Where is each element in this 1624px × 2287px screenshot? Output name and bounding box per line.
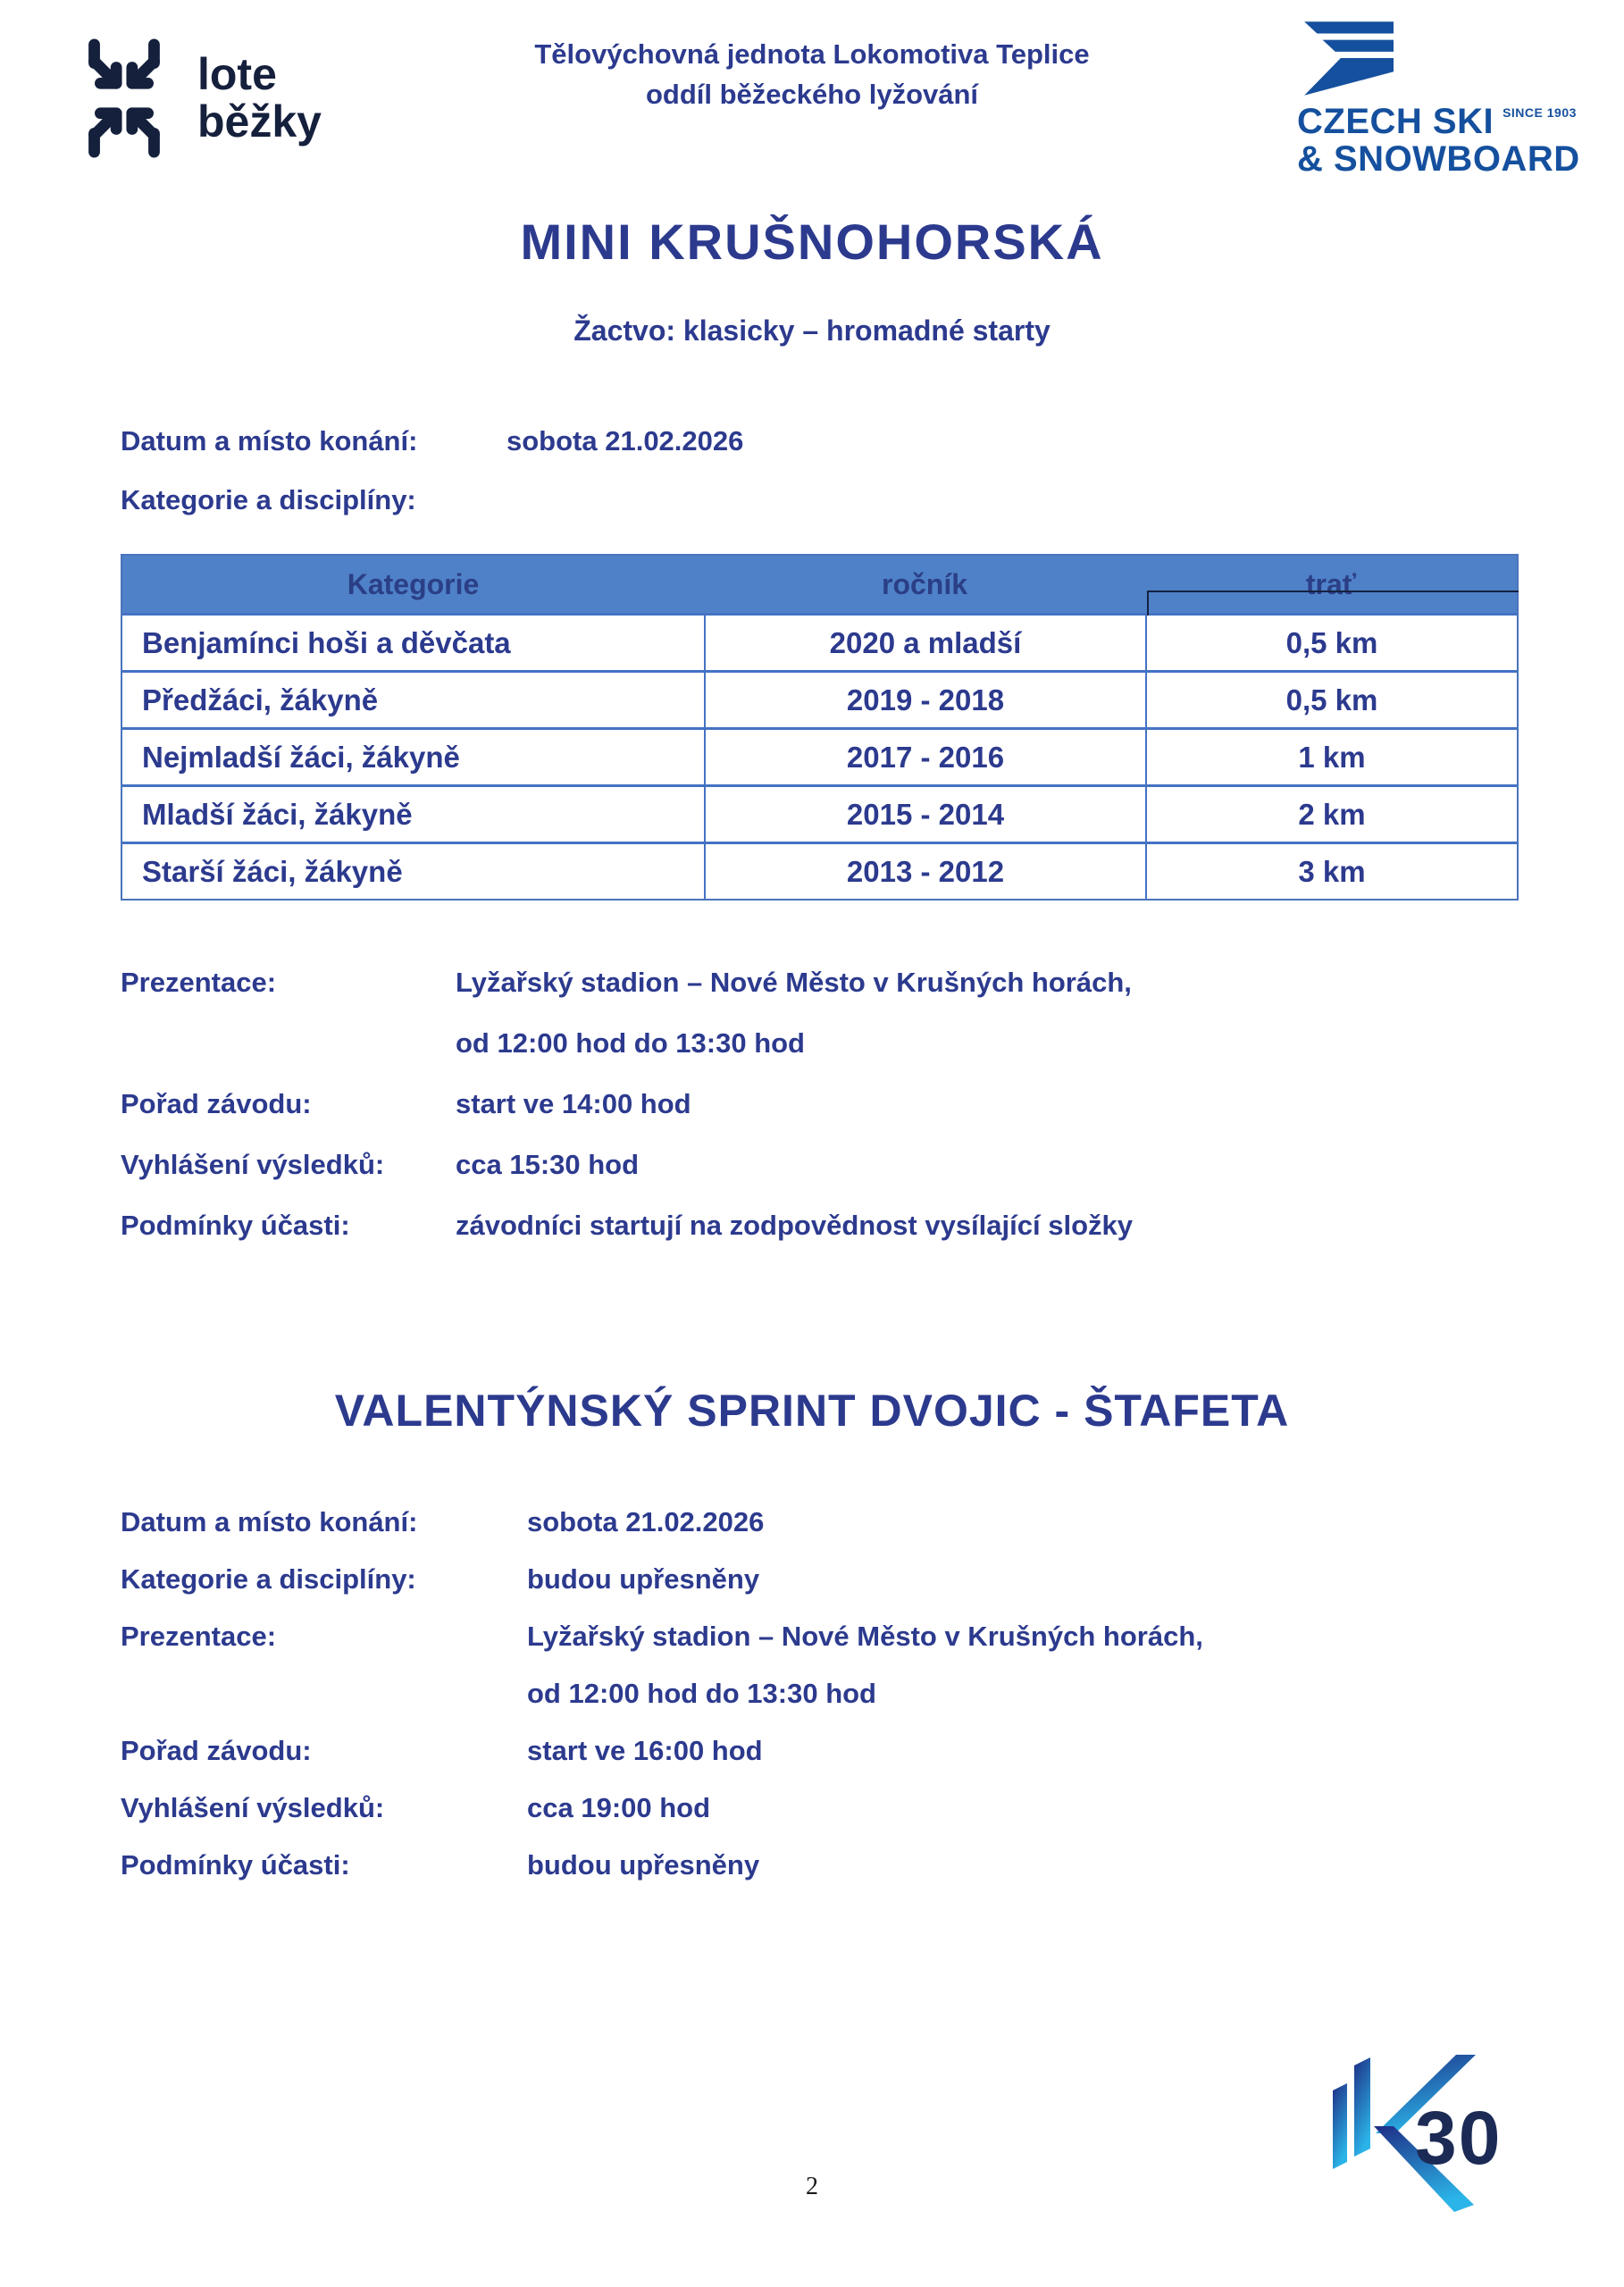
event2-details (121, 1506, 1514, 1906)
czech-ski-snowboard-logo (1297, 21, 1619, 179)
detail-row (121, 1210, 1514, 1242)
cell-distance: 0,5 km (1145, 673, 1517, 727)
table-header-trat: trať (1305, 567, 1357, 600)
detail-value: cca 19:00 hod (527, 1792, 711, 1823)
detail-label: Pořad závodu: (121, 1735, 312, 1766)
cell-year: 2015 - 2014 (704, 787, 1145, 842)
org-name-line: Tělovýchovná jednota Lokomotiva Teplice (534, 38, 1090, 70)
event1-date-row (121, 425, 1496, 457)
detail-label: Podmínky účasti: (121, 1210, 350, 1241)
table-row (122, 842, 1517, 899)
detail-value: start ve 14:00 hod (456, 1088, 691, 1119)
event1-subtitle: Žactvo: klasicky – hromadné starty (573, 314, 1051, 347)
detail-value: od 12:00 hod do 13:30 hod (527, 1678, 876, 1709)
detail-row (121, 1792, 1514, 1824)
detail-row (121, 1735, 1514, 1767)
detail-label: Prezentace: (121, 967, 277, 998)
table-row (122, 670, 1517, 727)
logo-word-2: běžky (197, 96, 322, 147)
cell-year: 2020 a mladší (704, 616, 1145, 670)
czech-ski-wordmark: CZECH SKI (1297, 102, 1494, 141)
detail-label: Kategorie a disciplíny: (121, 1563, 416, 1595)
event1-title: MINI KRUŠNOHORSKÁ (520, 214, 1104, 270)
cell-category: Starší žáci, žákyně (142, 854, 403, 888)
czech-ski-flag-icon (1299, 21, 1394, 96)
event1-categories-label: Kategorie a disciplíny: (121, 484, 416, 515)
detail-value: start ve 16:00 hod (527, 1735, 763, 1766)
detail-label: Podmínky účasti: (121, 1849, 350, 1881)
cell-category: Předžáci, žákyně (142, 683, 379, 716)
table-row (122, 784, 1517, 842)
event1-date-value: sobota 21.02.2026 (506, 425, 744, 457)
detail-value: budou upřesněny (527, 1563, 760, 1595)
table-header-row (122, 556, 1517, 613)
cell-distance: 2 km (1145, 787, 1517, 842)
detail-value: cca 15:30 hod (456, 1149, 640, 1180)
since-1903-label: SINCE 1903 (1503, 105, 1577, 120)
detail-value: od 12:00 hod do 13:30 hod (456, 1027, 805, 1059)
cell-category: Mladší žáci, žákyně (142, 797, 413, 831)
detail-value: Lyžařský stadion – Nové Město v Krušných horách, (527, 1621, 1203, 1652)
cell-year: 2017 - 2016 (704, 730, 1145, 784)
logo-word-1: lote (197, 49, 277, 99)
detail-label: Vyhlášení výsledků: (121, 1792, 385, 1823)
detail-row (121, 1563, 1514, 1596)
event2-title: VALENTÝNSKÝ SPRINT DVOJIC - ŠTAFETA (334, 1386, 1290, 1436)
detail-label (121, 1027, 456, 1060)
cell-distance: 0,5 km (1145, 616, 1517, 670)
cell-distance: 3 km (1145, 844, 1517, 899)
detail-value: Lyžařský stadion – Nové Město v Krušných horách, (456, 967, 1132, 998)
table-row (122, 613, 1517, 670)
k30-number: 30 (1415, 2096, 1503, 2180)
event1-details (121, 967, 1514, 1270)
detail-row (121, 1678, 1514, 1710)
detail-row (121, 1849, 1514, 1881)
org-section-line: oddíl běžeckého lyžování (645, 79, 979, 110)
cell-year: 2013 - 2012 (704, 844, 1145, 899)
detail-value: budou upřesněny (527, 1849, 760, 1881)
categories-table (121, 554, 1519, 901)
detail-row (121, 1506, 1514, 1538)
detail-label: Pořad závodu: (121, 1088, 312, 1119)
detail-row (121, 1149, 1514, 1181)
detail-row (121, 967, 1514, 999)
detail-label: Prezentace: (121, 1621, 277, 1652)
table-header-rocnik: ročník (881, 567, 968, 600)
snowboard-wordmark: & SNOWBOARD (1297, 139, 1580, 179)
table-row (122, 727, 1517, 784)
cell-category: Nejmladší žáci, žákyně (142, 740, 460, 774)
detail-label: Vyhlášení výsledků: (121, 1149, 385, 1180)
detail-row (121, 1621, 1514, 1653)
table-header-kategorie: Kategorie (347, 567, 480, 600)
cell-year: 2019 - 2018 (704, 673, 1145, 727)
detail-row (121, 1027, 1514, 1060)
detail-label (121, 1678, 527, 1710)
detail-label: Datum a místo konání: (121, 1506, 418, 1537)
page-number: 2 (806, 2173, 818, 2200)
detail-row (121, 1088, 1514, 1120)
k30-logo (1320, 2042, 1526, 2230)
cell-distance: 1 km (1145, 730, 1517, 784)
detail-value: závodníci startují na zodpovědnost vysílající složky (456, 1210, 1133, 1241)
detail-value: sobota 21.02.2026 (527, 1506, 765, 1537)
event1-date-label: Datum a místo konání: (121, 425, 418, 457)
cell-category: Benjamínci hoši a děvčata (142, 625, 511, 659)
